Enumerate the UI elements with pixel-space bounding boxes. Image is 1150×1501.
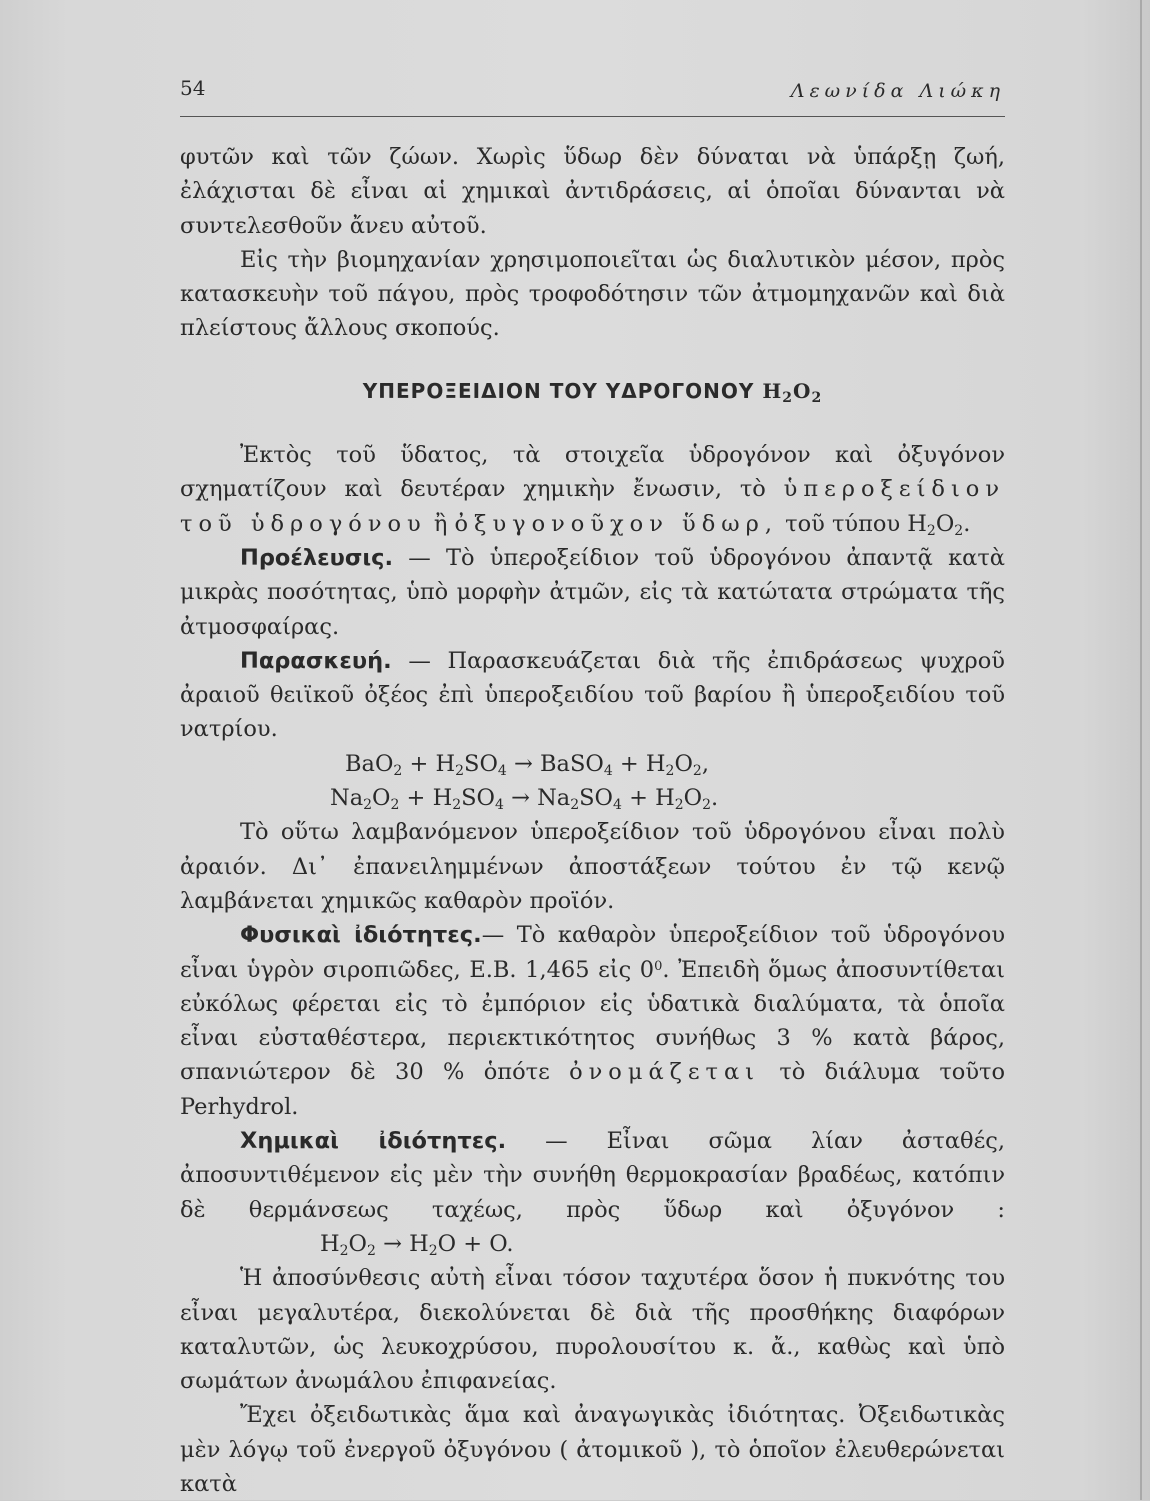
paragraph-physical: Φυσικαὶ ἰδιότητες.— Τὸ καθαρὸν ὑπεροξείδιον τοῦ ὑδρογόνου εἶναι ὑγρὸν σιροπιῶδες, Ε.Β. 1,465 εἰς $0^0$. Ἐπειδὴ ὅμως ἀποσυντίθεται εὐκόλως φέρεται εἰς τὸ ἐμπόριον εἰς ὑδατικὰ διαλύματα, τὰ ὁποῖα εἶναι εὐσταθέστερα, περιεκτικότητος συνήθως 3 % κατὰ βάρος, σπανιώτερον δὲ 30 % ὁπότε ὀνομάζεται τὸ διάλυμα τοῦτο Perhydrol.	[180, 922, 1006, 1120]
binding-edge	[1140, 0, 1142, 1500]
section-title	[180, 374, 1005, 408]
section-title-formula: $H_2O_2$	[762, 378, 823, 406]
paragraph-intro: Ἐκτὸς τοῦ ὕδατος, τὰ στοιχεῖα ὑδρογόνον καὶ ὀξυγόνον σχηματίζουν καὶ δευτέραν χημικὴν ἔνωσιν, τὸ ὑπεροξείδιον τοῦ ὑδρογόνου ἢ ὀξυγονοῦχον ὕδωρ, τοῦ τύπου $H_2O_2$.	[180, 442, 1005, 539]
equation-barium: $BaO_2 + H_2SO_4$ → BaSO$_4$ + $H_2O_2$,	[345, 750, 709, 779]
equation-decomposition: $H_2O_2 \to H_2O + O$.	[320, 1230, 514, 1259]
paragraph-preparation: Παρασκευή. — Παρασκευάζεται διὰ τῆς ἐπιδράσεως ψυχροῦ ἀραιοῦ θειϊκοῦ ὀξέος ἐπὶ ὑπεροξειδίου τοῦ βαρίου ἢ ὑπεροξειδίου τοῦ νατρίου.	[180, 647, 1005, 743]
paragraph-decomposition: Ἡ ἀποσύνθεσις αὐτὴ εἶναι τόσον ταχυτέρα ὅσον ἡ πυκνότης του εἶναι μεγαλυτέρα, διεκολύνεται δὲ διὰ τῆς προσθήκης διαφόρων καταλυτῶν, ὡς λευκοχρύσου, πυρολουσίτου κ. ἄ., καθὼς καὶ ὑπὸ σωμάτων ἀνωμάλου ἐπιφανείας.	[180, 1265, 1005, 1395]
paragraph-continuation: φυτῶν καὶ τῶν ζώων. Χωρὶς ὕδωρ δὲν δύναται νὰ ὑπάρξῃ ζωή, ἐλάχισται δὲ εἶναι αἱ χημικαὶ ἀντιδράσεις, αἱ ὁποῖαι δύνανται νὰ συντελεσθοῦν ἄνευ αὐτοῦ.	[180, 144, 1005, 239]
paragraph-origin: Προέλευσις. — Τὸ ὑπεροξείδιον τοῦ ὑδρογόνου ἀπαντᾷ κατὰ μικρὰς ποσότητας, ὑπὸ μορφὴν ἀτμῶν, εἰς τὰ κατώτατα στρώματα τῆς ἀτμοσφαίρας.	[180, 544, 1005, 640]
spaced-alt-name: ὀξυγονοῦχον ὕδωρ,	[454, 510, 778, 537]
page-header	[180, 76, 1005, 117]
preparation-heading: Παρασκευή.	[240, 647, 392, 674]
paragraph-after-equations: Τὸ οὕτω λαμβανόμενον ὑπεροξείδιον τοῦ ὑδρογόνου εἶναι πολὺ ἀραιόν. Δι᾽ ἐπανειλημμένων ἀποστάξεων τούτου ἐν τῷ κενῷ λαμβάνεται χημικῶς καθαρὸν προϊόν.	[180, 819, 1005, 914]
paragraph-chemical: Χημικαὶ ἰδιότητες. — Εἶναι σῶμα λίαν ἀσταθές, ἀποσυντιθέμενον εἰς μὲν τὴν συνήθη θερμοκρασίαν βραδέως, κατόπιν δὲ θερμάνσεως ταχέως, πρὸς ὕδωρ καὶ ὀξυγόνον $:H_2O_2 \to H_2O + O$.	[180, 1124, 1005, 1261]
page-number: 54	[180, 76, 206, 100]
spaced-name: ὑπεροξείδιον τοῦ ὑδρογόνου	[180, 476, 1005, 537]
paragraph-industry: Εἰς τὴν βιομηχανίαν χρησιμοποιεῖται ὡς διαλυτικὸν μέσον, πρὸς κατασκευὴν τοῦ πάγου, πρὸς τροφοδότησιν τῶν ἀτμομηχανῶν καὶ διὰ πλείστους ἄλλους σκοπούς.	[180, 246, 1005, 342]
chemical-heading: Χημικαὶ ἰδιότητες.	[240, 1128, 507, 1155]
page-body	[180, 140, 1005, 1501]
section-title-text: ΥΠΕΡΟΞΕΙΔΙΟΝ ΤΟΥ ΥΔΡΟΓΟΝΟΥ	[362, 378, 755, 403]
paragraph-oxidizing: Ἔχει ὀξειδωτικὰς ἅμα καὶ ἀναγωγικὰς ἰδιότητας. Ὀξειδωτικὰς μὲν λόγῳ τοῦ ἐνεργοῦ ὀξυγόνου ( ἀτομικοῦ ), τὸ ὁποῖον ἐλευθερώνεται κατὰ	[180, 1402, 1005, 1497]
spaced-word: ὀνομάζεται	[569, 1059, 760, 1086]
equation-sodium: $Na_2O_2 + H_2SO_4 \to Na_2SO_4 + H_2O_2$.	[330, 785, 719, 814]
running-head: Λεωνίδα Λιώκη	[790, 80, 1005, 102]
intro-formula: $H_2O_2$	[907, 510, 964, 539]
origin-heading: Προέλευσις.	[240, 544, 394, 571]
physical-heading: Φυσικαὶ ἰδιότητες.	[240, 922, 482, 949]
